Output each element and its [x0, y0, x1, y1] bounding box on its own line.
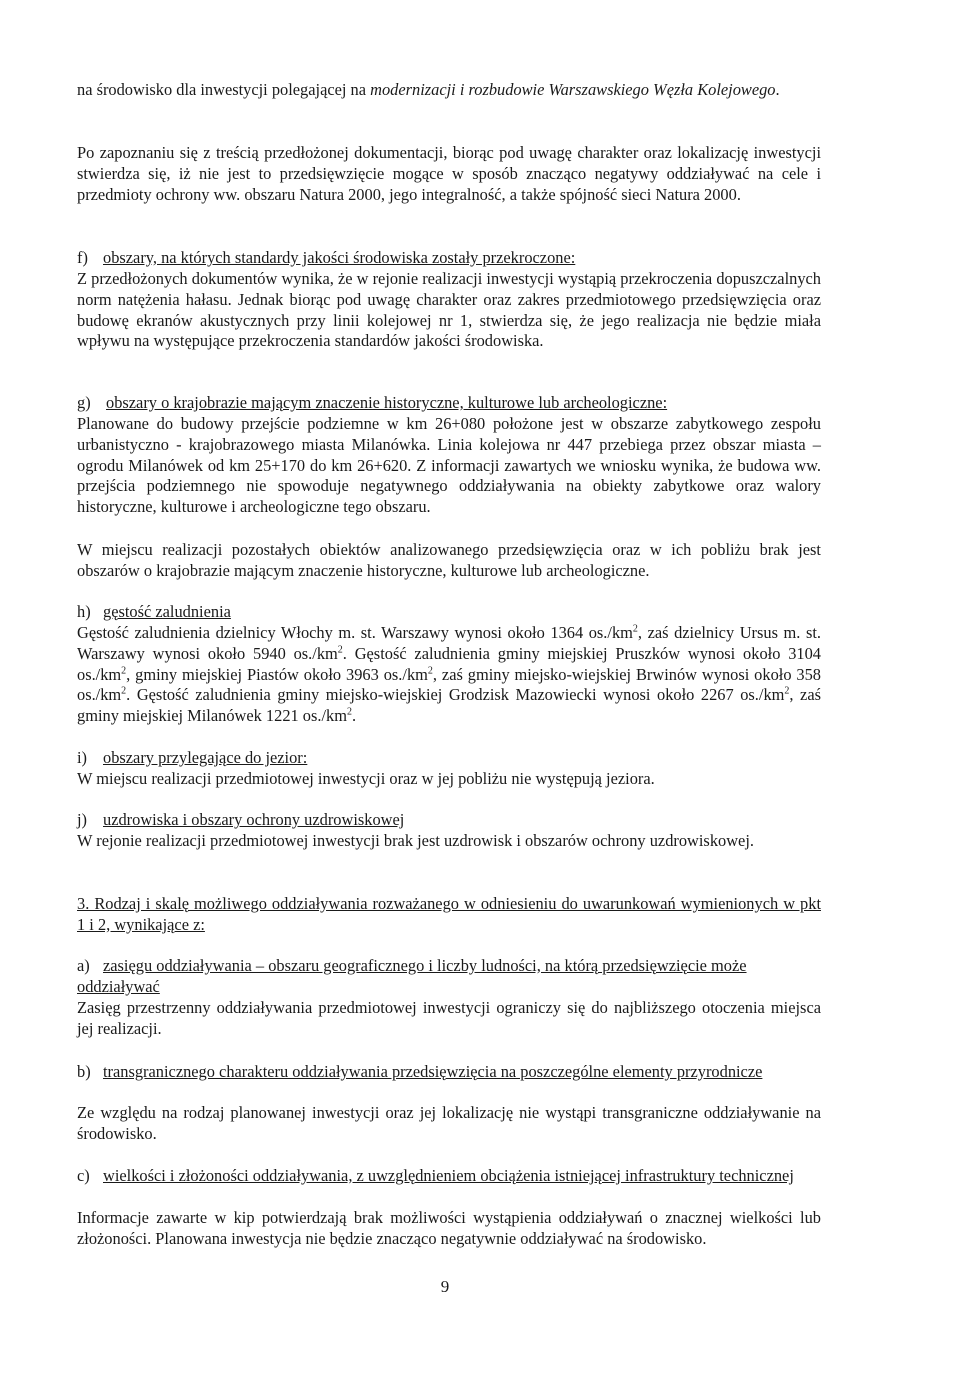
- section-c-body: Informacje zawarte w kip potwierdzają brak możliwości wystąpienia oddziaływań o znacznej wielkości lub złożoności. Planowana inwestycja nie będzie znacząco negatywnie oddziaływać na środowisko.: [77, 1208, 821, 1248]
- density-text-2: , zaś dzielnicy Ursus m. st. Warszawy wynosi około 5940 os./km: [77, 623, 821, 663]
- section-i-body: W miejscu realizacji przedmiotowej inwestycji oraz w jej pobliżu nie występują jeziora.: [77, 769, 655, 788]
- section-a-body: Zasięg przestrzenny oddziaływania przedmiotowej inwestycji ograniczy się do najbliższego otoczenia miejsca jej realizacji.: [77, 998, 821, 1038]
- section-a-heading-text: zasięgu oddziaływania – obszaru geograficznego i liczby ludności, na którą przedsięwzięcie może oddziaływać: [77, 956, 747, 996]
- density-text-8: .: [351, 706, 357, 726]
- superscript: 2: [121, 665, 127, 677]
- section-g-body: Planowane do budowy przejście podziemne w km 26+080 położone jest w obszarze zabytkowego zespołu urbanistyczno - krajobrazowego miasta Milanówka. Linia kolejowa nr 447 przebiega przez obszar miasta – ogrodu Milanówek od km 25+170 do km 26+620. Z informacji zawartych we wniosku wynika, że budowa ww. przejścia podziemnego nie spowoduje negatywnego oddziaływania na obiekty zabytkowe oraz walory historyczne, kulturowe i archeologiczne tego obszaru.: [77, 414, 821, 517]
- superscript: 2: [121, 685, 127, 697]
- section-h-heading-text: gęstość zaludnienia: [103, 602, 231, 621]
- section-g-label: g): [77, 393, 91, 412]
- page-number: 9: [440, 1277, 450, 1296]
- intro-emphasis: modernizacji i rozbudowie Warszawskiego Węzła Kolejowego: [370, 80, 776, 99]
- section-b-heading-text: transgranicznego charakteru oddziaływania przedsięwzięcia na poszczególne elementy przyrodnicze: [103, 1062, 763, 1081]
- section-c-heading-text: wielkości i złożoności oddziaływania, z uwzględnieniem obciążenia istniejącej infrastruktury technicznej: [103, 1166, 794, 1185]
- section-j-body: W rejonie realizacji przedmiotowej inwestycji brak jest uzdrowisk i obszarów ochrony uzdrowiskowej.: [77, 831, 754, 850]
- superscript: 2: [337, 644, 343, 656]
- section-j-heading: [77, 810, 821, 831]
- section-f-label: f): [77, 248, 88, 267]
- section-h-label: h): [77, 602, 91, 621]
- section-f-body: Z przedłożonych dokumentów wynika, że w rejonie realizacji inwestycji wystąpią przekroczenia dopuszczalnych norm natężenia hałasu. Jednak biorąc pod uwagę charakter oraz zakres przedmiotowego przedsięwzięcia oraz budowę ekranów akustycznych przy linii kolejowej nr 1, stwierdza się, że jego realizacja nie będzie miała wpływu na występujące przekroczenia standardów jakości środowiska.: [77, 269, 821, 351]
- density-text-5: , zaś gminy miejsko-wiejskiej Brwinów wynosi około 358 os./km: [77, 664, 822, 705]
- intro-end: .: [775, 80, 780, 99]
- natura-paragraph: Po zapoznaniu się z treścią przedłożonej dokumentacji, biorąc pod uwagę charakter oraz lokalizację inwestycji stwierdza się, iż nie jest to przedsięwzięcie mogące w sposób znacząco negatywy oddziaływać na cele i przedmioty ochrony ww. obszaru Natura 2000, jego integralność, a także spójność sieci Natura 2000.: [77, 143, 821, 204]
- section-j-heading-text: uzdrowiska i obszary ochrony uzdrowiskowej: [103, 810, 405, 829]
- section-c-label: c): [77, 1166, 90, 1185]
- section-3-heading: 3. Rodzaj i skalę możliwego oddziaływania rozważanego w odniesieniu do uwarunkowań wymienionych w pkt 1 i 2, wynikające z:: [77, 894, 821, 934]
- section-c-heading: [77, 1166, 821, 1187]
- section-a-label: a): [77, 956, 90, 975]
- superscript: 2: [427, 665, 433, 677]
- section-i-heading-text: obszary przylegające do jezior:: [103, 748, 308, 767]
- density-text-4: , gminy miejskiej Piastów około 3963 os./km: [126, 664, 428, 684]
- section-b-heading: [77, 1062, 821, 1083]
- section-i-label: i): [77, 748, 88, 767]
- density-text-7: , zaś gminy miejskiej Milanówek 1221 os./km: [77, 685, 821, 726]
- section-h-heading: [77, 602, 821, 623]
- superscript: 2: [632, 623, 638, 635]
- section-g-heading-text: obszary o krajobrazie mającym znaczenie historyczne, kulturowe lub archeologiczne:: [106, 393, 668, 412]
- section-j-label: j): [77, 810, 88, 829]
- section-f-heading: [77, 248, 821, 269]
- density-text-3: . Gęstość zaludnienia gminy miejskiej Pruszków wynosi około 3104 os./km: [77, 643, 821, 684]
- intro-paragraph: [77, 80, 821, 101]
- section-b-body: Ze względu na rodzaj planowanej inwestycji oraz jej lokalizację nie wystąpi transgraniczne oddziaływanie na środowisko.: [77, 1103, 821, 1143]
- density-text-1: Gęstość zaludnienia dzielnicy Włochy m. st. Warszawy wynosi około 1364 os./km: [77, 623, 633, 642]
- section-h-body: [77, 623, 821, 727]
- superscript: 2: [784, 685, 790, 697]
- intro-text: na środowisko dla inwestycji polegającej na: [77, 80, 371, 99]
- section-i-heading: [77, 748, 821, 769]
- section-f-heading-text: obszary, na których standardy jakości środowiska zostały przekroczone:: [103, 248, 576, 267]
- section-b-label: b): [77, 1062, 91, 1081]
- section-a-heading: [77, 956, 821, 998]
- section-g-body-2: W miejscu realizacji pozostałych obiektów analizowanego przedsięwzięcia oraz w ich pobliżu brak jest obszarów o krajobrazie mającym znaczenie historyczne, kulturowe lub archeologiczne.: [77, 540, 821, 580]
- section-g-heading: [77, 393, 821, 414]
- density-text-6: . Gęstość zaludnienia gminy miejsko-wiejskiej Grodzisk Mazowiecki wynosi około 2267 os./km: [126, 685, 785, 705]
- superscript: 2: [346, 706, 352, 718]
